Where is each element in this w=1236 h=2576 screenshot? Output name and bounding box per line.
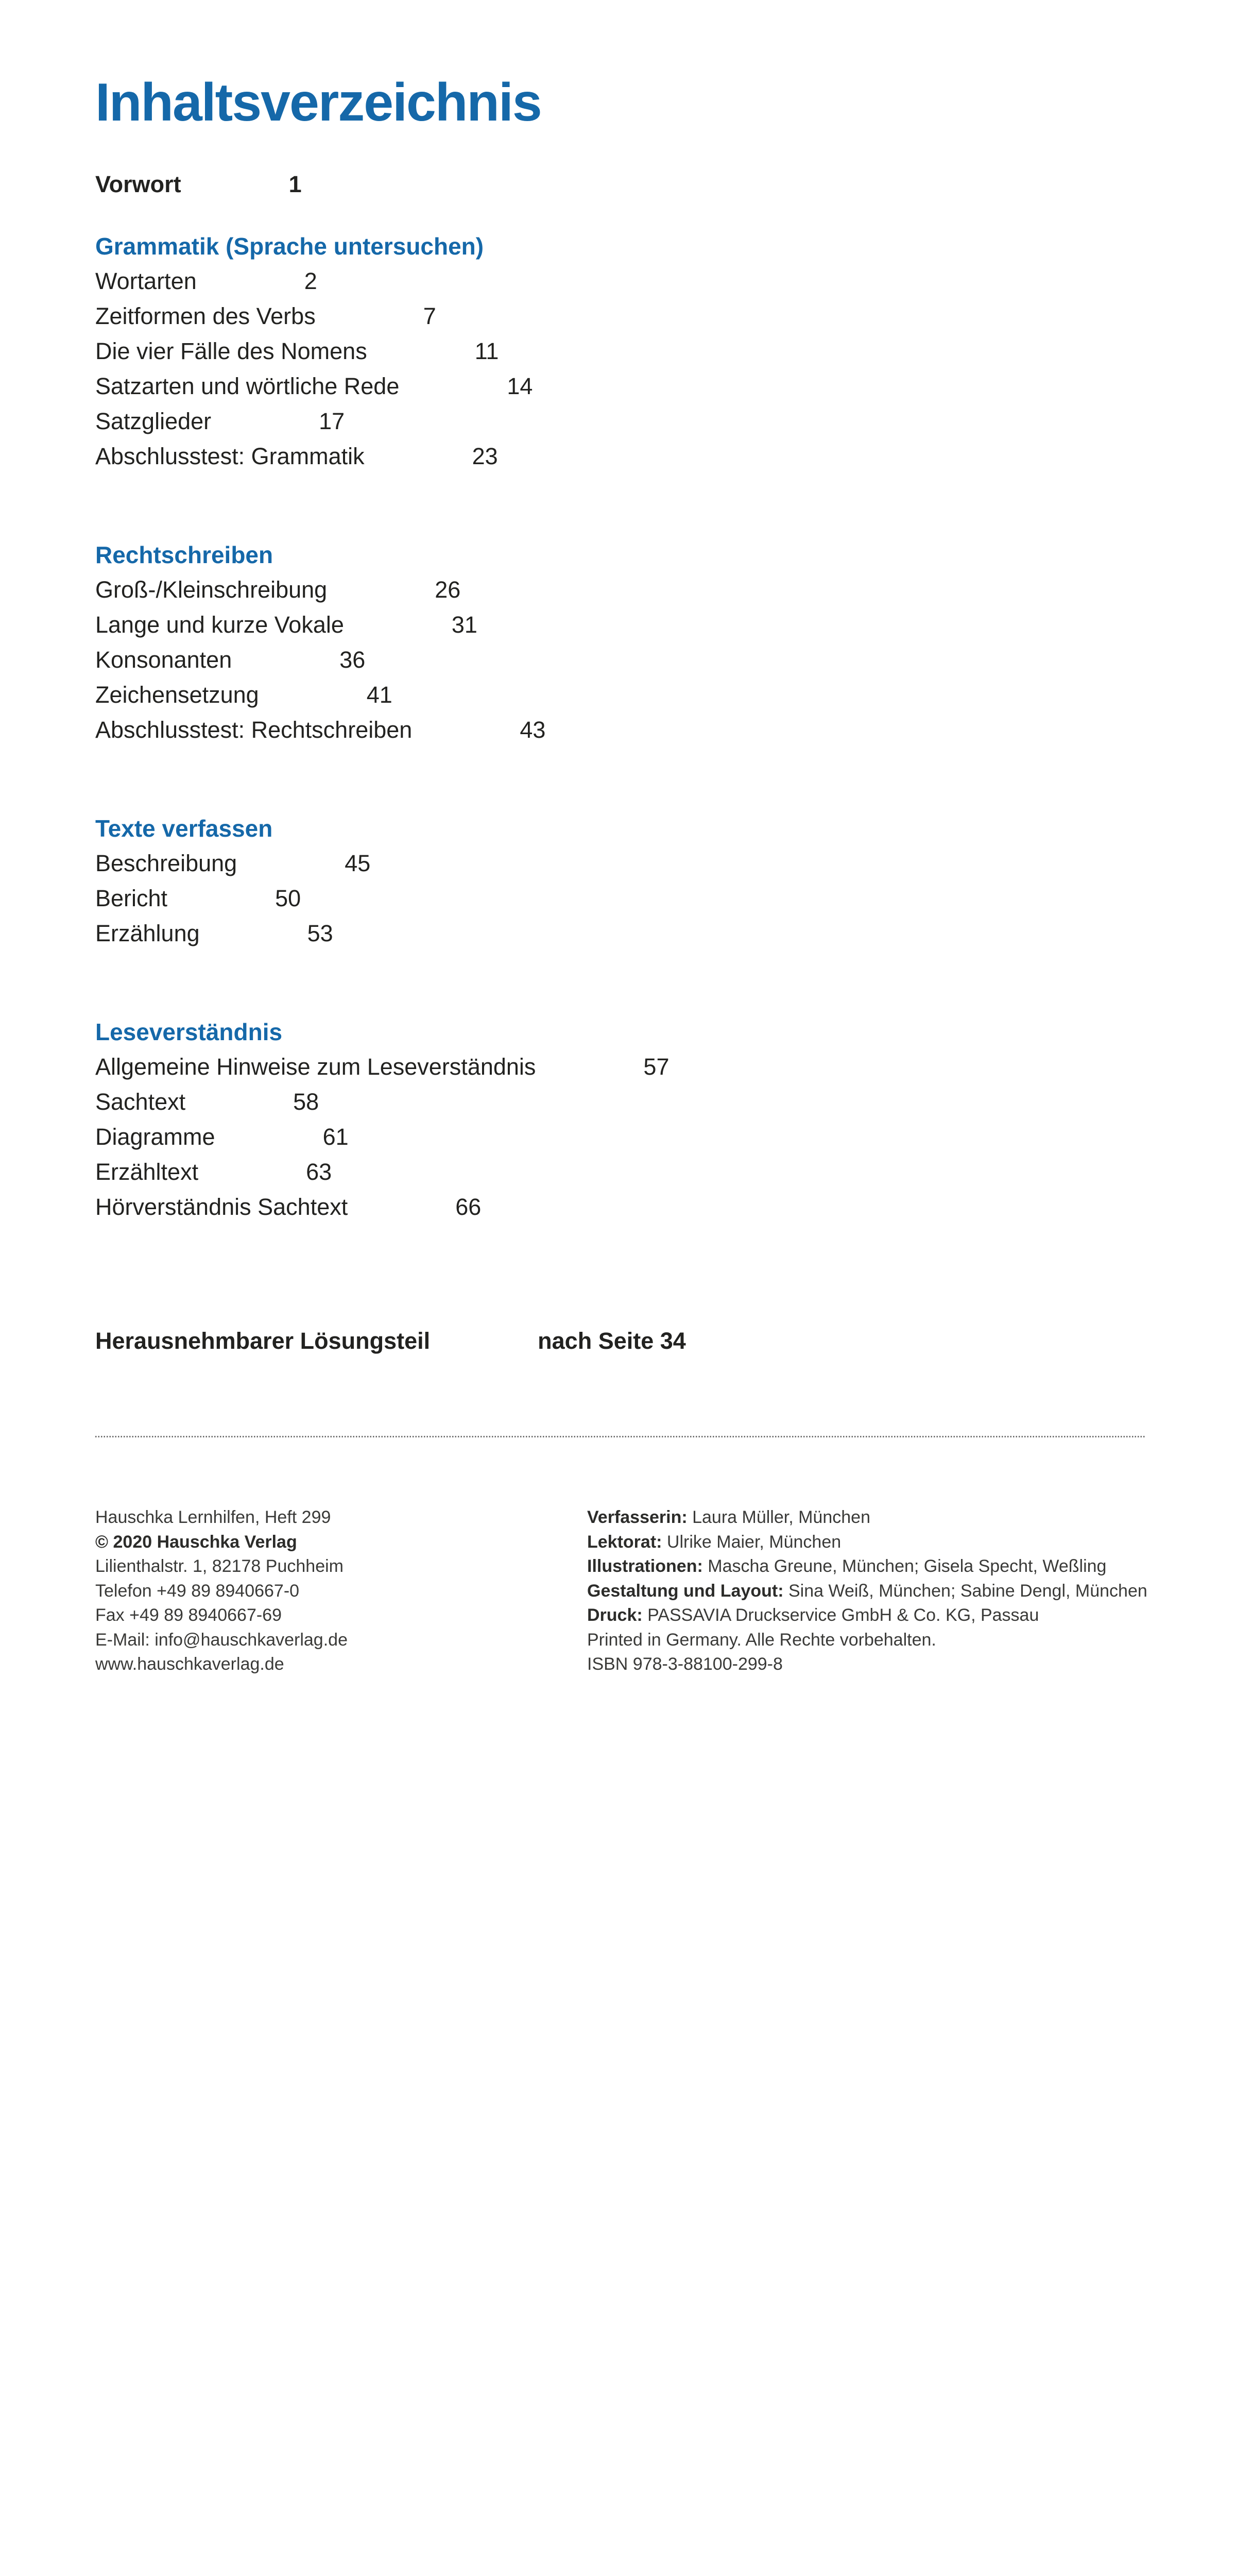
toc-entry-label: Wortarten	[95, 268, 197, 295]
toc-entry-page: 58	[293, 1089, 319, 1115]
toc-entry-page: 53	[307, 920, 333, 947]
toc-entry-label: Vorwort	[95, 171, 181, 198]
toc-entry-row	[95, 1120, 1146, 1155]
toc-entry-page: 41	[366, 682, 392, 708]
imprint-line-text: Mascha Greune, München; Gisela Specht, Weßling	[702, 1556, 1107, 1577]
toc-entry-row	[95, 1155, 1146, 1190]
toc-entry-row	[95, 572, 1146, 607]
removable-solutions-label: Herausnehmbarer Lösungsteil	[95, 1328, 431, 1354]
toc-entry-page: 66	[455, 1194, 482, 1221]
toc-entry-label: Konsonanten	[95, 647, 232, 673]
section-heading: Texte verfassen	[95, 815, 273, 842]
imprint-line	[587, 1554, 1147, 1579]
toc-entry-page: 43	[520, 717, 546, 743]
toc-entry-page: 45	[345, 850, 371, 877]
imprint-line-text: Laura Müller, München	[687, 1507, 870, 1528]
toc-entry-row	[95, 1190, 1146, 1225]
removable-solutions-page: nach Seite 34	[538, 1328, 686, 1354]
toc-entry-label: Beschreibung	[95, 850, 237, 877]
imprint-line	[587, 1505, 1147, 1530]
toc-entry-row	[95, 642, 1146, 677]
imprint-line	[587, 1652, 1147, 1677]
toc-entry-row	[95, 369, 1146, 404]
page-title: Inhaltsverzeichnis	[95, 73, 541, 132]
toc-entry-label: Lange und kurze Vokale	[95, 612, 344, 638]
section-heading: Leseverständnis	[95, 1019, 283, 1046]
section-heading: Rechtschreiben	[95, 541, 273, 569]
toc-entry-label: Zeichensetzung	[95, 682, 259, 708]
toc-entry-label: Die vier Fälle des Nomens	[95, 338, 367, 365]
toc-entry-page: 61	[322, 1124, 349, 1150]
toc-entry-label: Abschlusstest: Rechtschreiben	[95, 717, 413, 743]
toc-entry-page: 17	[319, 408, 345, 435]
imprint-line: www.hauschkaverlag.de	[95, 1654, 284, 1674]
toc-entry-page: 7	[423, 303, 436, 330]
toc-entry-label: Diagramme	[95, 1124, 215, 1150]
toc-entry-label: Sachtext	[95, 1089, 186, 1115]
imprint-line-label: Gestaltung und Layout:	[587, 1581, 784, 1601]
toc-entry-page: 11	[474, 338, 499, 365]
toc-entry-page: 57	[643, 1054, 670, 1080]
toc-entry-page: 23	[472, 443, 498, 470]
toc-entry-page: 1	[288, 171, 302, 198]
toc-entry-row	[95, 846, 1146, 881]
toc-entry-label: Groß-/Kleinschreibung	[95, 577, 328, 603]
imprint-line-label: Illustrationen:	[587, 1556, 703, 1577]
toc-entry-row	[95, 404, 1146, 439]
imprint-line-text: Printed in Germany. Alle Rechte vorbehalten.	[587, 1630, 936, 1650]
imprint-line	[587, 1603, 1147, 1628]
imprint-line: Hauschka Lernhilfen, Heft 299	[95, 1507, 331, 1528]
toc-entry-row	[95, 1084, 1146, 1120]
toc-entry-row	[95, 916, 1146, 951]
imprint-line-label: Druck:	[587, 1605, 643, 1625]
toc-entry-page: 50	[275, 885, 301, 912]
toc-entry-label: Bericht	[95, 885, 168, 912]
toc-entry-label: Abschlusstest: Grammatik	[95, 443, 365, 470]
toc-entry-label: Erzählung	[95, 920, 200, 947]
toc-entry-row	[95, 439, 1146, 474]
toc-entry-label: Allgemeine Hinweise zum Leseverständnis	[95, 1054, 536, 1080]
section-heading: Grammatik (Sprache untersuchen)	[95, 233, 484, 260]
imprint-line	[587, 1530, 1147, 1555]
imprint-line-label: Lektorat:	[587, 1532, 662, 1552]
toc-list	[95, 167, 1146, 1225]
toc-entry-row	[95, 1049, 1146, 1084]
toc-entry-page: 26	[435, 577, 461, 603]
imprint-line: Telefon +49 89 8940667-0	[95, 1581, 300, 1601]
imprint-publisher-column	[95, 1505, 587, 1677]
toc-entry-row	[95, 713, 1146, 748]
toc-entry-label: Erzähltext	[95, 1159, 199, 1185]
imprint-footer	[95, 1505, 1146, 1677]
toc-entry-row	[95, 334, 1146, 369]
toc-entry-row	[95, 299, 1146, 334]
toc-entry-label: Satzglieder	[95, 408, 212, 435]
imprint-line-text: Ulrike Maier, München	[662, 1532, 842, 1552]
imprint-line-text: ISBN 978-3-88100-299-8	[587, 1654, 783, 1674]
imprint-line-text: Sina Weiß, München; Sabine Dengl, München	[783, 1581, 1147, 1601]
toc-entry-label: Satzarten und wörtliche Rede	[95, 373, 400, 400]
imprint-credits-column	[587, 1505, 1147, 1677]
imprint-line	[587, 1579, 1147, 1604]
imprint-line: Fax +49 89 8940667-69	[95, 1605, 282, 1625]
toc-entry-row	[95, 264, 1146, 299]
toc-entry-page: 36	[339, 647, 366, 673]
imprint-line: E-Mail: info@hauschkaverlag.de	[95, 1630, 348, 1650]
imprint-line-label: Verfasserin:	[587, 1507, 688, 1528]
removable-solutions-row	[95, 1324, 1146, 1359]
toc-entry-row-vorwort	[95, 167, 1146, 202]
imprint-line: © 2020 Hauschka Verlag	[95, 1532, 297, 1552]
toc-entry-page: 63	[306, 1159, 332, 1185]
toc-entry-row	[95, 881, 1146, 916]
toc-entry-page: 2	[304, 268, 317, 295]
toc-entry-label: Zeitformen des Verbs	[95, 303, 316, 330]
imprint-line-text: PASSAVIA Druckservice GmbH & Co. KG, Passau	[642, 1605, 1039, 1625]
toc-entry-row	[95, 677, 1146, 713]
imprint-line	[587, 1628, 1147, 1653]
toc-entry-label: Hörverständnis Sachtext	[95, 1194, 348, 1221]
toc-entry-page: 31	[451, 612, 477, 638]
imprint-line: Lilienthalstr. 1, 82178 Puchheim	[95, 1556, 344, 1577]
toc-entry-row	[95, 607, 1146, 642]
toc-entry-page: 14	[507, 373, 533, 400]
